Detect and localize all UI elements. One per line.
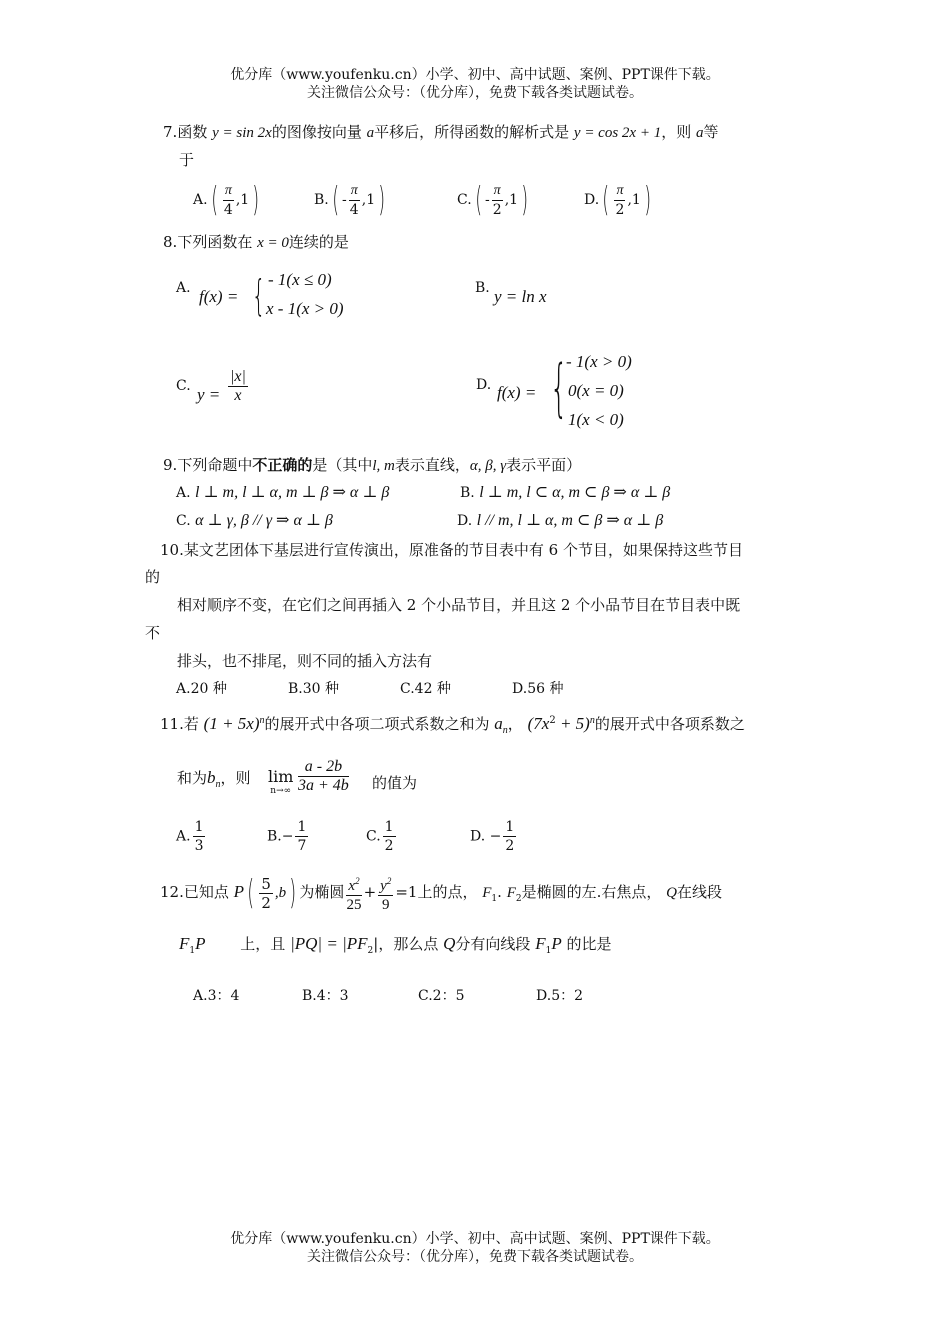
option-12-b: B.4：3 [302,988,349,1004]
option-12-d: D.5：2 [536,988,584,1004]
emphasis-text: 不正确的 [252,456,313,474]
option-8-d-lhs: f(x) = [497,383,537,402]
option-7-d: D.( $\frac{\pi}{2}$ ,1) [584,180,651,220]
footer-line-2: 关注微信公众号：（优分库），免费下载各类试题试卷。 [307,1249,643,1265]
limit-operator: lim n→∞ [268,767,294,796]
option-11-a: A. $\frac{1}{3}$ [176,819,204,854]
question-12-line-1: 12.已知点 P( $\frac{5}{2}$ ,b) 为椭圆 $\frac{x^2}{25}$ + $\frac{y^2}{9}$ =1上的点， $F_1$. $F_2$是椭圆的左.右焦点， Q在线段 [160,873,723,913]
math-expression: y = sin 2x [212,125,272,141]
question-10-line-3: 排头，也不排尾，则不同的插入方法有 [177,652,433,670]
header-line-2: 关注微信公众号：（优分库），免费下载各类试题试卷。 [307,85,643,101]
question-10-line-2: 相对顺序不变，在它们之间再插入 2 个小品节目，并且这 2 个小品节目在节目表中既 [177,596,741,614]
footer-line-1: 优分库（www.youfenku.cn）小学、初中、高中试题、案例、PPT课件下载。 [230,1231,720,1247]
option-8-a-case1: - 1(x ≤ 0) [268,270,332,289]
option-12-c: C.2：5 [418,988,465,1004]
option-11-c: C. $\frac{1}{2}$ [366,819,394,854]
question-12-line-2: $F_1P$ 上，且 $|PQ| = |PF_2|$，那么点 Q分有向线段 $F_1P$ 的比是 [179,934,612,956]
question-10-line-1: 10.某文艺团体下基层进行宣传演出，原准备的节目表中有 6 个节目，如果保持这些节目 [160,541,743,559]
option-10-d: D.56 种 [512,681,564,697]
option-8-b-label: B. [475,280,490,296]
option-8-d-label: D. [476,377,492,393]
option-10-b: B.30 种 [288,681,340,697]
option-8-c-lhs: y = [197,385,221,404]
option-8-d-case2: 0(x = 0) [568,381,624,400]
option-11-b: B.− $\frac{1}{7}$ [267,819,307,854]
option-9-d: D. l // m, l ⊥ α, m ⊂ β ⇒ α ⊥ β [457,512,664,529]
option-7-a: A.( $\frac{\pi}{4}$ ,1) [193,180,260,220]
option-10-c: C.42 种 [400,681,451,697]
question-10-wrap-1: 的 [145,568,161,586]
option-10-a: A.20 种 [176,681,227,697]
question-11-line-1: 11.若 $(1 + 5x)^n$的展开式中各项二项式系数之和为 $a_n$， $(7x^2 + 5)^n$的展开式中各项系数之 [160,714,745,736]
question-7-stem: 7.函数 y = sin 2x的图像按向量 a平移后，所得函数的解析式是 y = cos 2x + 1，则 a等 [163,123,719,141]
option-9-c: C. α ⊥ γ, β // γ ⇒ α ⊥ β [176,512,333,529]
limit-fraction: $\frac{a - 2b}{3a + 4b}$ [298,758,349,794]
question-7-stem-cont: 于 [179,151,195,169]
question-9-stem: 9.下列命题中不正确的是（其中l, m表示直线，α, β, γ表示平面） [163,456,582,474]
option-12-a: A.3：4 [193,988,240,1004]
math-expression: y = cos 2x + 1 [573,125,662,141]
option-9-a: A. l ⊥ m, l ⊥ α, m ⊥ β ⇒ α ⊥ β [176,484,390,501]
question-11-tail: 的值为 [372,774,418,792]
question-8-stem: 8.下列函数在 x = 0连续的是 [163,233,349,251]
option-8-c-label: C. [176,378,191,394]
question-11-line-2: 和为$b_n$，则 [177,768,251,790]
option-11-d: D. − $\frac{1}{2}$ [470,819,515,854]
option-8-c-frac: $\frac{|x|}{x}$ [230,368,246,404]
option-8-a-lhs: f(x) = [199,287,239,306]
option-9-b: B. l ⊥ m, l ⊂ α, m ⊂ β ⇒ α ⊥ β [460,484,671,501]
option-8-d-case1: - 1(x > 0) [566,352,632,371]
option-8-d-case3: 1(x < 0) [568,410,624,429]
option-8-a-case2: x - 1(x > 0) [266,299,344,318]
option-7-c: C.( - $\frac{\pi}{2}$ ,1) [457,180,528,220]
question-number: 7. [163,123,178,141]
option-7-b: B.( - $\frac{\pi}{4}$ ,1) [314,180,386,220]
brace: { [252,271,266,320]
brace: { [550,351,568,424]
question-10-wrap-2: 不 [145,624,161,642]
option-8-b-expr: y = ln x [494,287,547,306]
header-line-1: 优分库（www.youfenku.cn）小学、初中、高中试题、案例、PPT课件下载。 [230,67,720,83]
option-8-a-label: A. [176,280,191,296]
